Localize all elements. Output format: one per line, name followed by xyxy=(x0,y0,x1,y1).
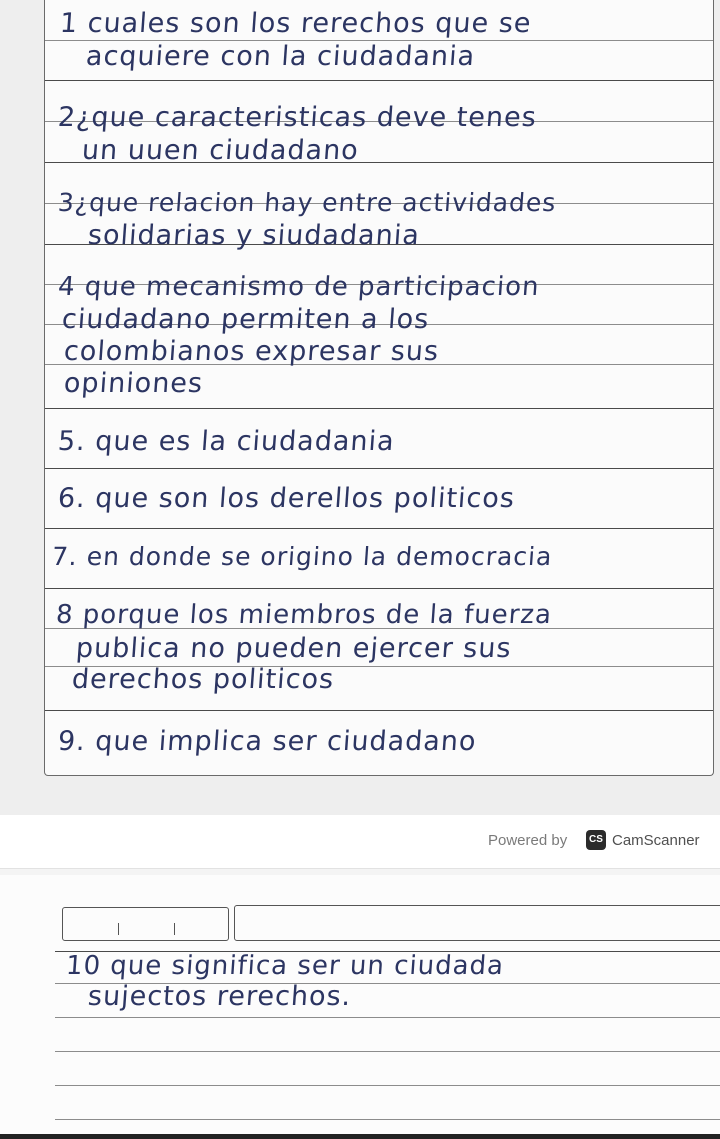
header-box-right xyxy=(234,905,720,941)
question-9: 9. que implica ser ciudadano xyxy=(56,726,478,757)
question-2-line-2: un uuen ciudadano xyxy=(80,135,360,166)
question-separator xyxy=(45,588,713,589)
header-box-tick xyxy=(118,923,119,935)
question-2-line-1: 2¿que caracteristicas deve tenes xyxy=(56,102,538,133)
page-divider xyxy=(0,868,720,875)
question-8-line-2: publica no pueden ejercer sus xyxy=(74,633,513,664)
question-separator xyxy=(45,408,713,409)
ruled-line xyxy=(55,1051,720,1052)
ruled-line xyxy=(55,1119,720,1120)
header-box-tick xyxy=(174,923,175,935)
question-4-line-3: colombianos expresar sus xyxy=(62,336,441,367)
header-box-left xyxy=(62,907,229,941)
question-4-line-2: ciudadano permiten a los xyxy=(60,304,431,335)
question-5: 5. que es la ciudadania xyxy=(56,426,396,457)
question-3-line-1: 3¿que relacion hay entre actividades xyxy=(56,188,558,217)
question-separator xyxy=(45,710,713,711)
question-1-line-2: acquiere con la ciudadania xyxy=(84,41,477,72)
question-separator xyxy=(45,468,713,469)
ruled-line xyxy=(55,1085,720,1086)
question-10-line-2: sujectos rerechos. xyxy=(86,981,353,1012)
question-separator xyxy=(45,80,713,81)
question-4-line-4: opiniones xyxy=(62,368,205,399)
question-10-line-1: 10 que significa ser un ciudada xyxy=(64,951,506,981)
notebook-page-2 xyxy=(0,875,720,1139)
question-7: 7. en donde se origino la democracia xyxy=(50,542,554,571)
camscanner-brand-text: CamScanner xyxy=(612,832,700,849)
bottom-edge xyxy=(0,1134,720,1139)
ruled-line xyxy=(55,1017,720,1018)
question-3-line-2: solidarias y siudadania xyxy=(86,220,421,251)
question-1-line-1: 1 cuales son los rerechos que se xyxy=(58,8,533,39)
question-separator xyxy=(45,528,713,529)
question-4-line-1: 4 que mecanismo de participacion xyxy=(56,272,541,302)
question-8-line-3: derechos politicos xyxy=(70,664,336,695)
camscanner-logo-icon: CS xyxy=(586,830,606,850)
question-8-line-1: 8 porque los miembros de la fuerza xyxy=(54,600,553,630)
powered-by-text: Powered by xyxy=(488,832,568,849)
question-6: 6. que son los derellos politicos xyxy=(56,483,517,514)
